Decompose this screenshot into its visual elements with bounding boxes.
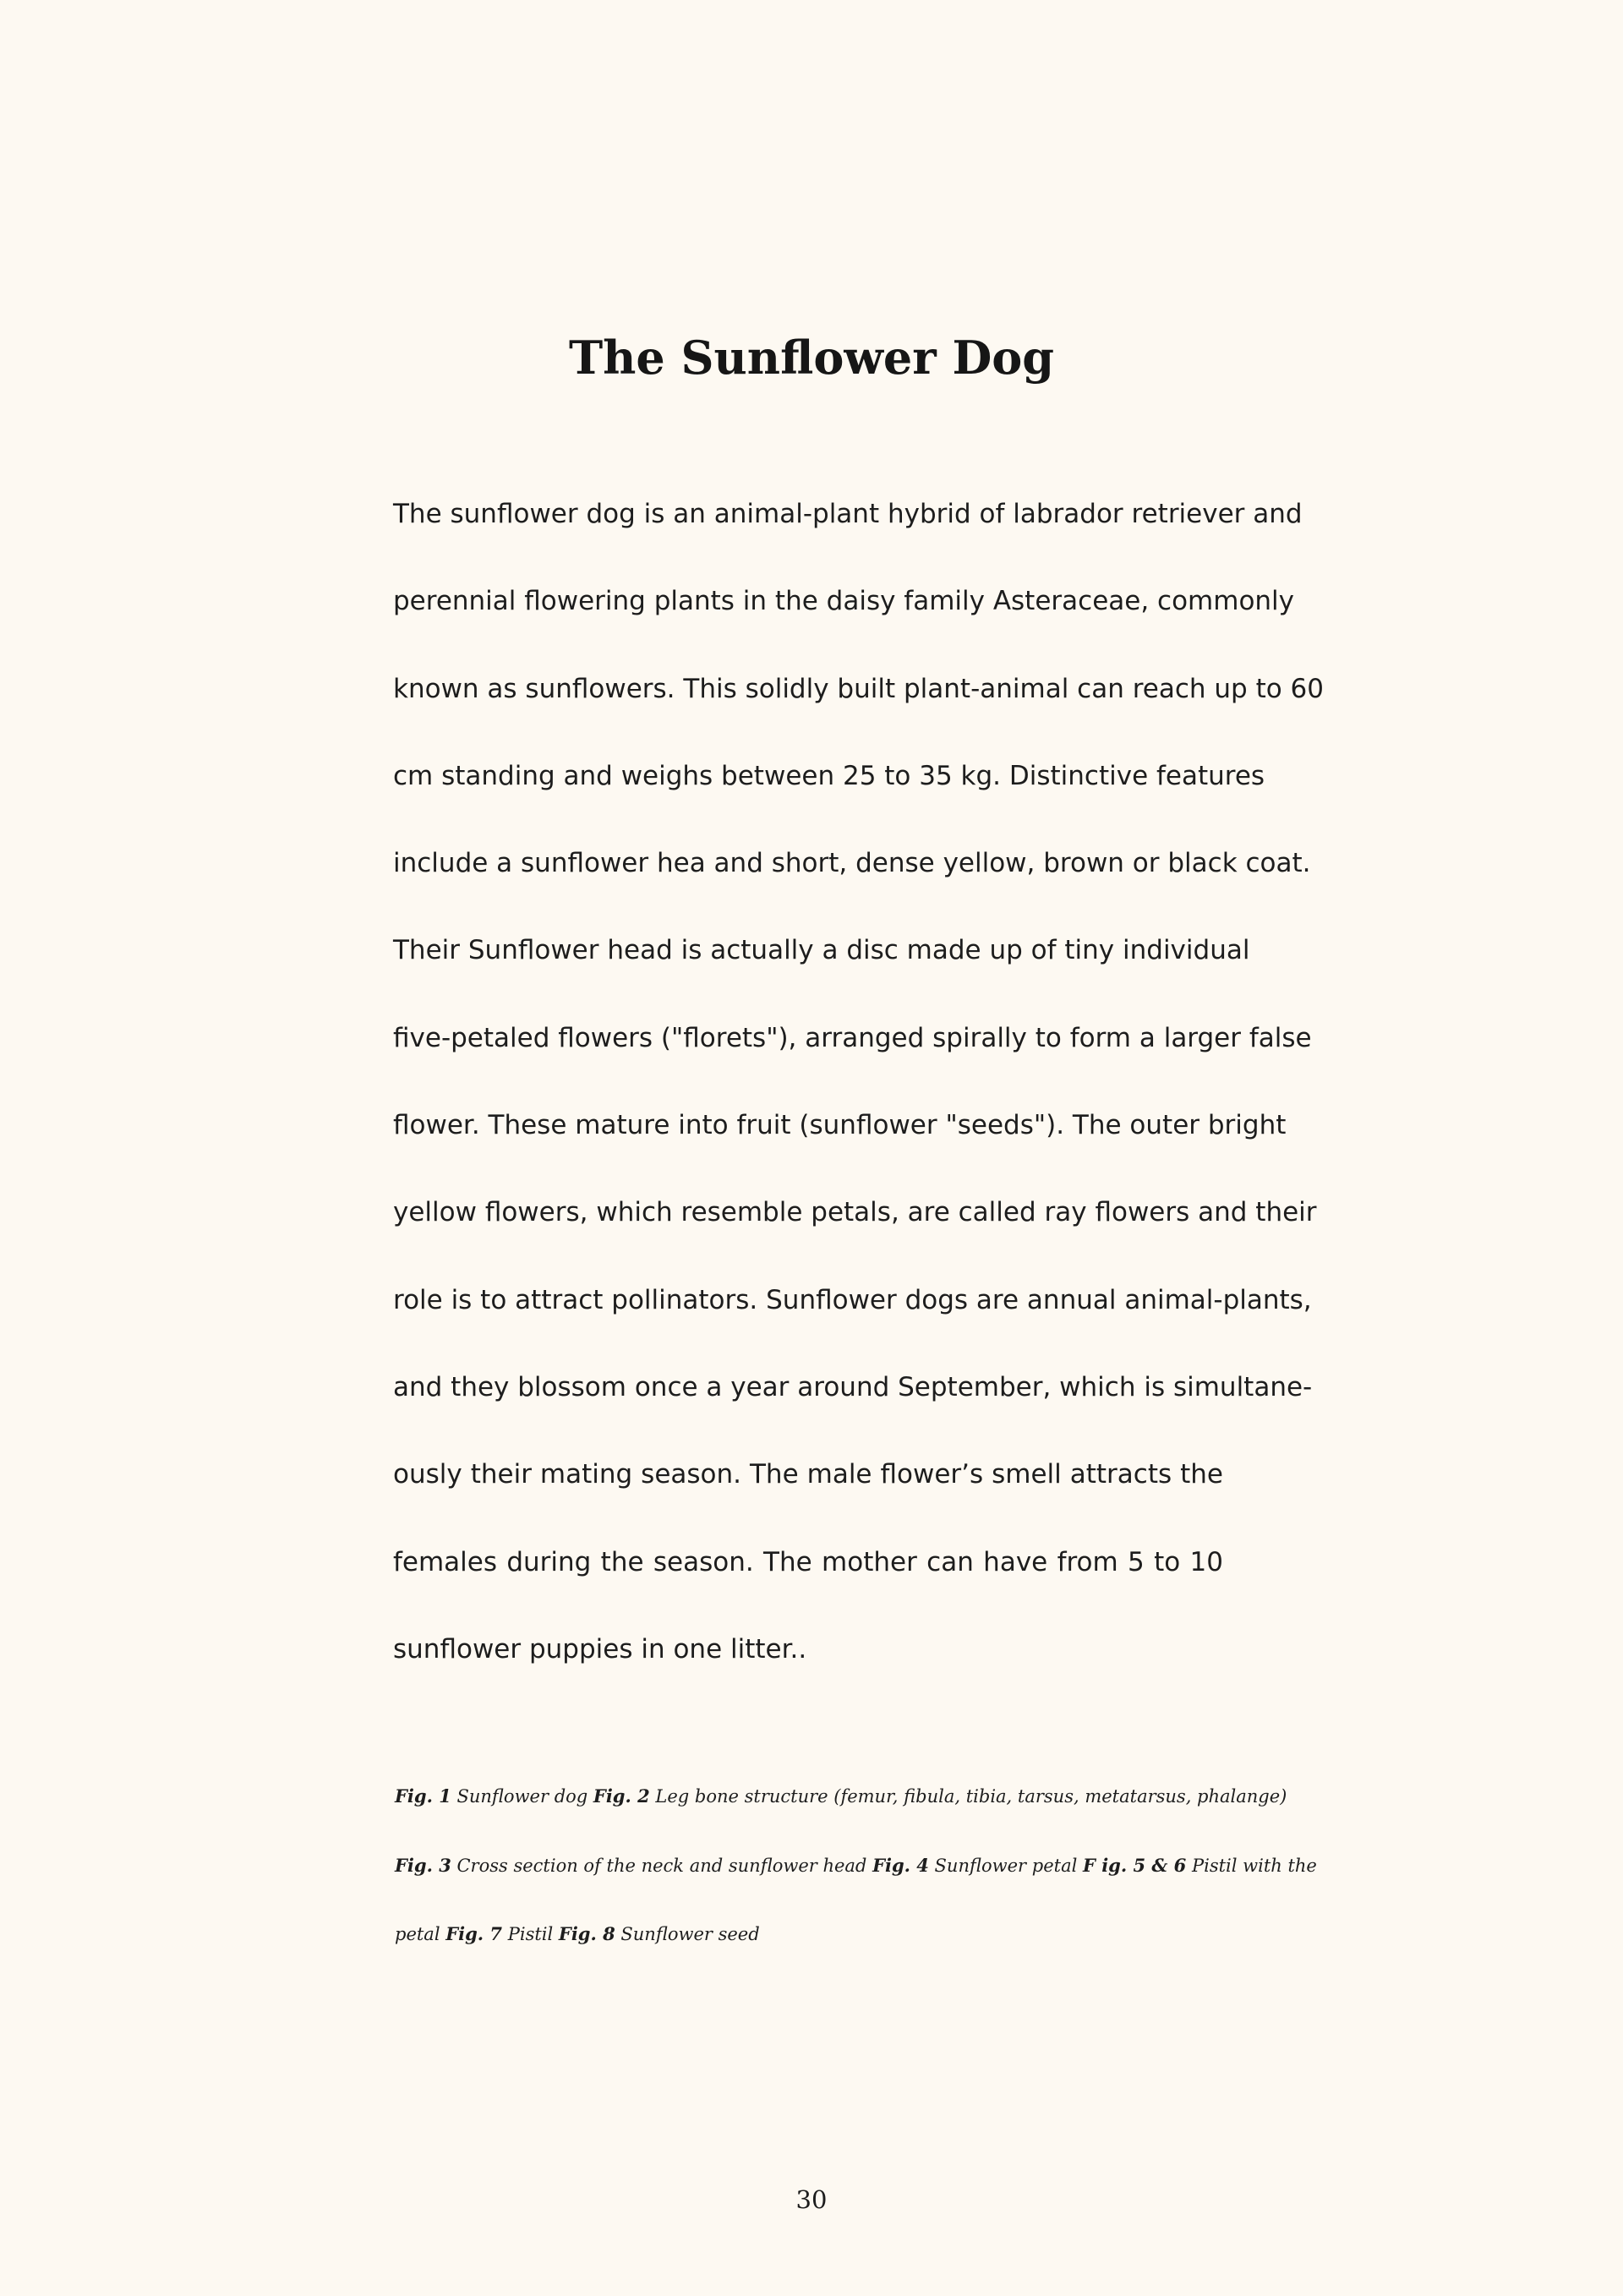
body-line: known as sunflowers. This solidly built plant-animal can reach up to 60 — [393, 673, 1324, 704]
body-line: five-petaled flowers ("florets"), arranged spirally to form a larger false — [393, 1022, 1312, 1053]
caption-line — [395, 1776, 1287, 1845]
body-line: yellow flowers, which resemble petals, are called ray flowers and their — [393, 1197, 1317, 1228]
fig-text: petal — [395, 1924, 446, 1944]
page-title: The Sunflower Dog — [568, 331, 1055, 385]
body-line: flower. These mature into fruit (sunflower "seeds"). The outer bright — [393, 1110, 1287, 1141]
fig-text: Sunflower seed — [615, 1924, 760, 1944]
body-line: perennial flowering plants in the daisy family Asteraceae, commonly — [393, 586, 1295, 617]
body-paragraph — [393, 487, 1324, 1709]
body-line: role is to attract pollinators. Sunflower dogs are annual animal-plants, — [393, 1284, 1312, 1315]
fig-label: F ig. 5 & 6 — [1082, 1854, 1187, 1876]
fig-label: Fig. 4 — [872, 1854, 929, 1876]
fig-label: Fig. 3 — [395, 1854, 451, 1876]
fig-text: Pistil with the — [1186, 1855, 1317, 1876]
body-line: and they blossom once a year around September, which is simultane- — [393, 1371, 1313, 1402]
body-line: include a sunflower hea and short, dense yellow, brown or black coat. — [393, 848, 1311, 879]
caption-line — [395, 1914, 1232, 1983]
body-line: females during the season. The mother can have from 5 to 10 — [393, 1546, 1223, 1577]
page-number: 30 — [795, 2185, 828, 2214]
fig-label: Fig. 7 — [445, 1923, 503, 1944]
fig-text: Cross section of the neck and sunflower head — [451, 1855, 873, 1876]
fig-text: Leg bone structure (femur, fibula, tibia, tarsus, metatarsus, phalange) — [649, 1786, 1287, 1807]
fig-label: Fig. 8 — [558, 1923, 615, 1944]
body-line: cm standing and weighs between 25 to 35 kg. Distinctive features — [393, 760, 1265, 791]
body-line: ously their mating season. The male flower’s smell attracts the — [393, 1459, 1223, 1490]
body-line: The sunflower dog is an animal-plant hybrid of labrador retriever and — [393, 499, 1303, 529]
fig-text: Sunflower dog — [451, 1786, 593, 1807]
body-line: sunflower puppies in one litter.. — [393, 1633, 807, 1665]
caption-line — [395, 1845, 1317, 1915]
fig-label: Fig. 1 — [395, 1785, 451, 1807]
body-line: Their Sunflower head is actually a disc made up of tiny individual — [393, 935, 1250, 966]
fig-text: Sunflower petal — [928, 1855, 1083, 1876]
fig-text: Pistil — [502, 1924, 559, 1944]
figure-captions — [395, 1776, 1317, 1983]
fig-label: Fig. 2 — [593, 1785, 650, 1807]
